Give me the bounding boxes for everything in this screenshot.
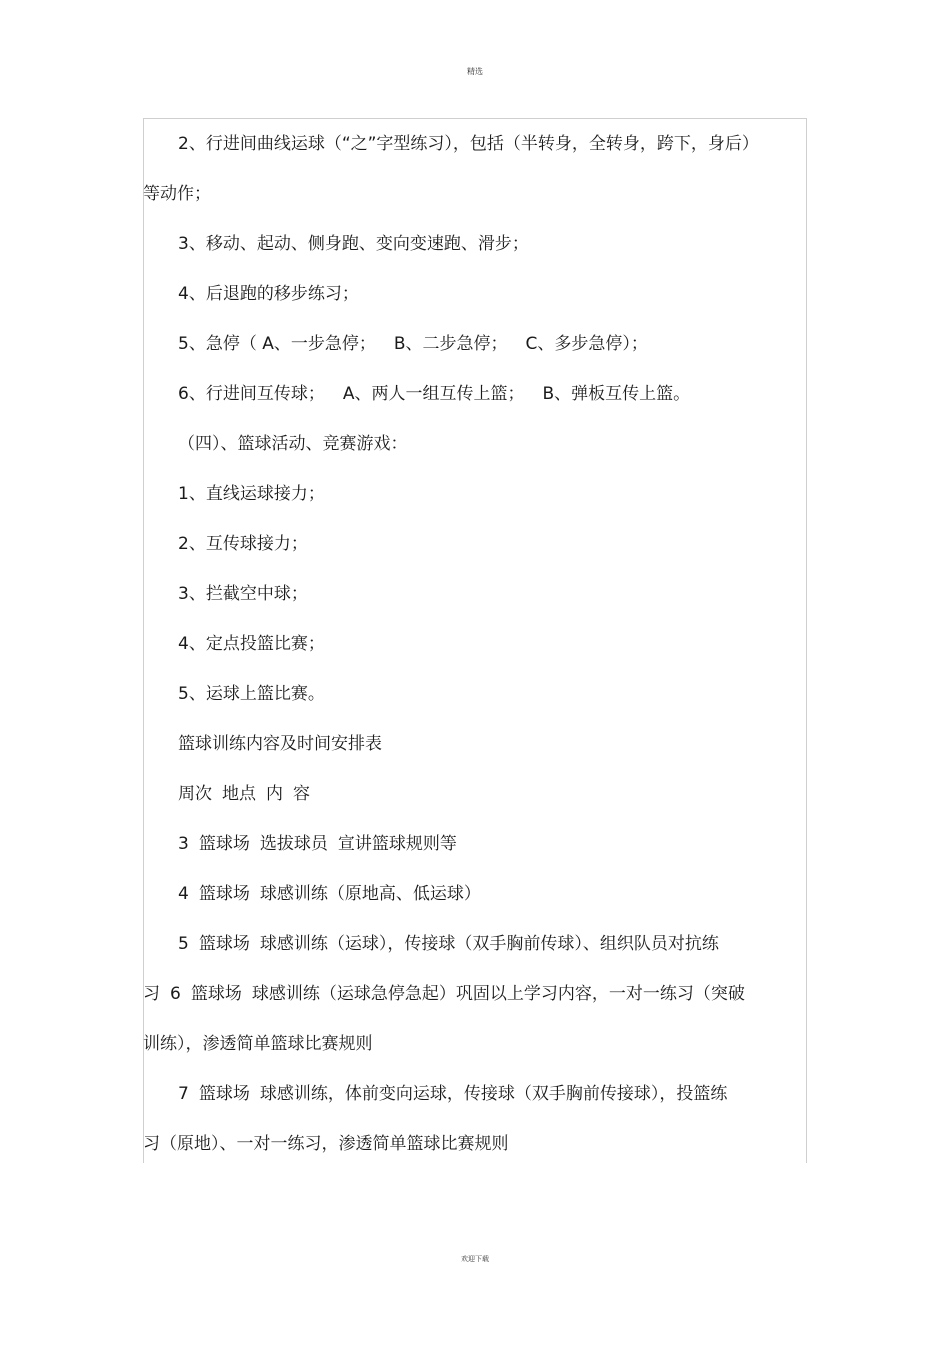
row-week: 5 bbox=[178, 934, 189, 954]
header-content-2: 容 bbox=[293, 784, 310, 804]
schedule-row-5 bbox=[178, 934, 719, 954]
row-content: 球感训练（原地高、低运球） bbox=[259, 884, 481, 904]
schedule-row-3 bbox=[178, 834, 457, 854]
row-content: 选拔球员 bbox=[259, 834, 328, 854]
header-content-1: 内 bbox=[266, 784, 283, 804]
section-heading-4: （四）、篮球活动、竞赛游戏： bbox=[178, 434, 408, 454]
text-line-8: 1、直线运球接力； bbox=[178, 484, 325, 504]
schedule-row-7 bbox=[178, 1084, 727, 1104]
text-line-12: 5、运球上篮比赛。 bbox=[178, 684, 325, 704]
row-location: 篮球场 bbox=[190, 984, 242, 1004]
text-line-5-part-b: B、二步急停； bbox=[393, 334, 508, 354]
page-footer-mark: 欢迎下载 bbox=[461, 1255, 489, 1263]
schedule-header-row bbox=[178, 784, 310, 804]
row-content: 球感训练（运球急停急起）巩固以上学习内容，一对一练习（突破 bbox=[251, 984, 745, 1004]
page-header-mark: 精选 bbox=[467, 67, 483, 76]
row-location: 篮球场 bbox=[198, 1084, 250, 1104]
row-week: 7 bbox=[178, 1084, 189, 1104]
text-line-1: 2、行进间曲线运球（“之”字型练习），包括（半转身，全转身，跨下，身后） bbox=[178, 134, 759, 154]
row-location: 篮球场 bbox=[198, 884, 250, 904]
text-line-6 bbox=[178, 384, 690, 404]
row-week: 6 bbox=[170, 984, 181, 1004]
row-week: 3 bbox=[178, 834, 189, 854]
row-content: 球感训练（运球），传接球（双手胸前传球）、组织队员对抗练 bbox=[259, 934, 719, 954]
text-line-3: 3、移动、起动、侧身跑、变向变速跑、滑步； bbox=[178, 234, 529, 254]
schedule-row-4 bbox=[178, 884, 481, 904]
text-line-2: 等动作； bbox=[143, 184, 211, 204]
row-content: 球感训练，体前变向运球，传接球（双手胸前传接球），投篮练 bbox=[259, 1084, 728, 1104]
text-line-10: 3、拦截空中球； bbox=[178, 584, 308, 604]
text-line-5-part-c: C、多步急停）； bbox=[525, 334, 648, 354]
row-week: 4 bbox=[178, 884, 189, 904]
text-line-4: 4、后退跑的移步练习； bbox=[178, 284, 359, 304]
text-line-5 bbox=[178, 334, 648, 354]
row-location: 篮球场 bbox=[198, 934, 250, 954]
row-location: 篮球场 bbox=[198, 834, 250, 854]
schedule-title: 篮球训练内容及时间安排表 bbox=[178, 734, 382, 754]
text-line-6-part-a: 6、行进间互传球； bbox=[178, 384, 325, 404]
text-line-6-part-b: A、两人一组互传上篮； bbox=[342, 384, 525, 404]
header-week: 周次 bbox=[178, 784, 212, 804]
schedule-row-6-cont: 训练），渗透简单篮球比赛规则 bbox=[143, 1034, 373, 1054]
header-location: 地点 bbox=[222, 784, 256, 804]
schedule-row-7-cont: 习（原地）、一对一练习，渗透简单篮球比赛规则 bbox=[143, 1134, 509, 1154]
text-line-5-part-a: 5、急停（ A、一步急停； bbox=[178, 334, 376, 354]
text-line-6-part-c: B、弹板互传上篮。 bbox=[542, 384, 691, 404]
row-continuation: 习 bbox=[143, 984, 160, 1004]
schedule-row-6 bbox=[143, 984, 745, 1004]
row-content-extra: 宣讲篮球规则等 bbox=[337, 834, 457, 854]
text-line-11: 4、定点投篮比赛； bbox=[178, 634, 325, 654]
text-line-9: 2、互传球接力； bbox=[178, 534, 308, 554]
